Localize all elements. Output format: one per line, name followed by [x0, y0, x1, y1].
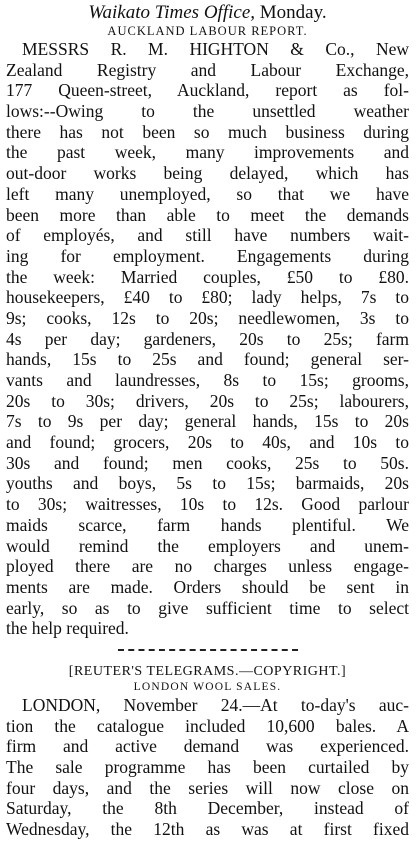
article-line: early, so as to give sufficient time to select	[6, 597, 409, 618]
article-line: would remind the employers and unem-	[6, 535, 409, 556]
article-line: firm and active demand was experienced.	[6, 736, 409, 757]
article-heading-wool-sales: LONDON WOOL SALES.	[133, 680, 282, 693]
article-line: lows:--Owing to the unsettled weather	[6, 101, 409, 122]
article-line: left many unemployed, so that we have	[6, 183, 409, 204]
telegram-tag: [REUTER'S TELEGRAMS.—COPYRIGHT.]	[68, 663, 347, 679]
article-line: 4s per day; gardeners, 20s to 25s; farm	[6, 328, 409, 349]
section-divider	[118, 649, 298, 651]
article-line: 20s to 30s; drivers, 20s to 25s; labourers,	[6, 390, 409, 411]
article-line: housekeepers, £40 to £80; lady helps, 7s to	[6, 287, 409, 308]
article-line: hands, 15s to 25s and found; general ser-	[6, 349, 409, 370]
article-line: MESSRS R. M. HIGHTON & Co., New	[22, 39, 409, 59]
article-line: been more than able to meet the demands	[6, 204, 409, 225]
article-line: 177 Queen-street, Auckland, report as fol-	[6, 80, 409, 101]
article-line: 9s; cooks, 12s to 20s; needlewomen, 3s to	[6, 307, 409, 328]
article-line: Zealand Registry and Labour Exchange,	[6, 59, 409, 80]
dateline	[6, 2, 409, 24]
article-line: 7s to 9s per day; general hands, 15s to 20s	[6, 411, 409, 432]
article-line: ments are made. Orders should be sent in	[6, 576, 409, 597]
article-line: tion the catalogue included 10,600 bales. A	[6, 715, 409, 736]
dateline-place: Waikato Times Office,	[88, 2, 255, 23]
article-body-labour-report	[6, 39, 409, 639]
dateline-day: Monday.	[259, 2, 327, 23]
article-line: LONDON, November 24.—At to-day's auc-	[22, 694, 409, 715]
article-line: ployed there are no charges unless engage-	[6, 556, 409, 577]
article-line: there has not been so much business during	[6, 121, 409, 142]
article-line: ing for employment. Engagements during	[6, 245, 409, 266]
article-line: maids scarce, farm hands plentiful. We	[6, 514, 409, 535]
article-body-wool-sales	[6, 695, 409, 840]
article-line: of employés, and still have numbers wait-	[6, 225, 409, 246]
article-line: youths and boys, 5s to 15s; barmaids, 20s	[6, 473, 409, 494]
article-line: four days, and the series will now close on	[6, 777, 409, 798]
article-line: 30s and found; men cooks, 25s to 50s.	[6, 452, 409, 473]
article-line: to 30s; waitresses, 10s to 12s. Good parlour	[6, 494, 409, 515]
article-line: The sale programme has been curtailed by	[6, 757, 409, 777]
article-line: Wednesday, the 12th as was at first fixed	[6, 819, 409, 840]
article-line: vants and laundresses, 8s to 15s; grooms,	[6, 370, 409, 390]
article-heading-labour-report: AUCKLAND LABOUR REPORT.	[107, 24, 308, 38]
article-line: the help required.	[6, 618, 129, 639]
article-line: the week: Married couples, £50 to £80.	[6, 266, 409, 287]
article-line: the past week, many improvements and	[6, 142, 409, 163]
article-line: Saturday, the 8th December, instead of	[6, 798, 409, 819]
article-line: out-door works being delayed, which has	[6, 163, 409, 184]
article-line: and found; grocers, 20s to 40s, and 10s to	[6, 432, 409, 453]
